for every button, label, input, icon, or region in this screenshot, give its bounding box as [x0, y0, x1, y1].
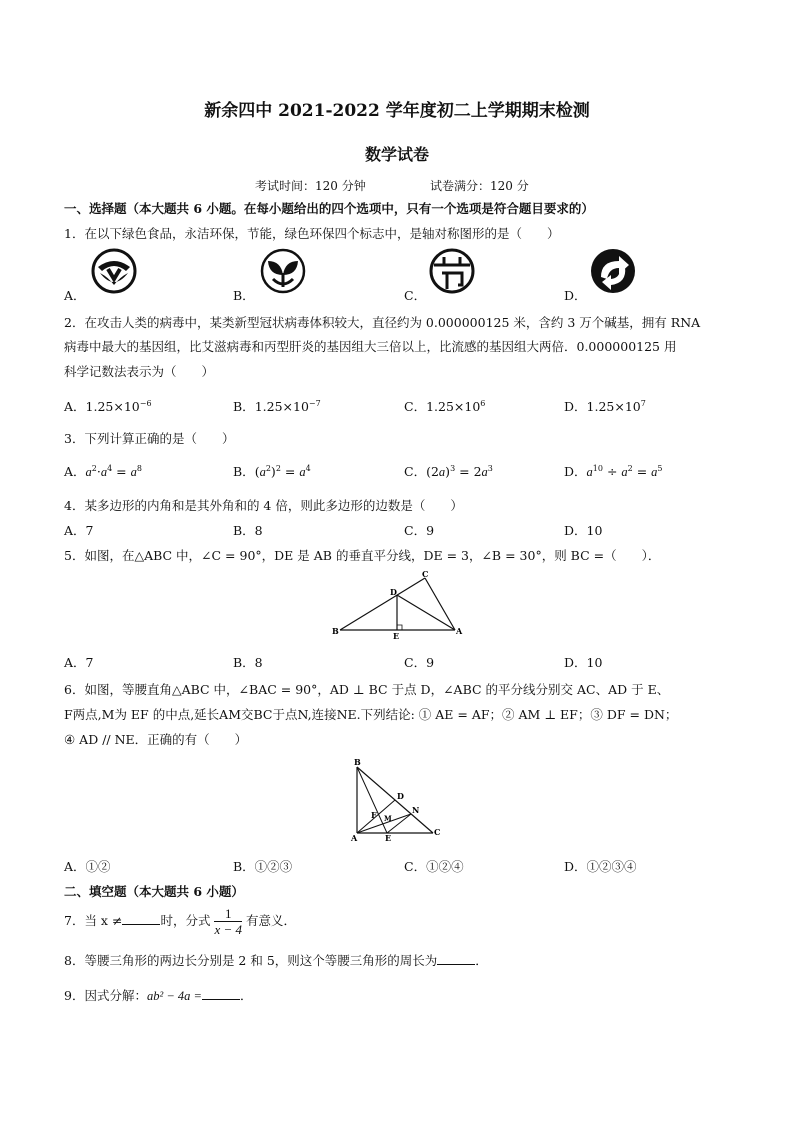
q5-triangle-figure: [330, 570, 465, 640]
question-8: 8．等腰三角形的两边长分别是 2 和 5，则这个等腰三角形的周长为 ．: [64, 953, 488, 968]
q5-label-c: C: [422, 570, 429, 579]
q5-option-b: B．8: [233, 655, 263, 670]
q3-option-a: A．$a^2\cdot a^4 = a^8$: [64, 463, 142, 479]
question-1: 1．在以下绿色食品，永洁环保，节能，绿色环保四个标志中，是轴对称图形的是（ ）: [64, 226, 560, 241]
q5-label-d: D: [390, 587, 397, 597]
question-3: 3．下列计算正确的是（ ）: [64, 431, 235, 446]
q3-option-b: B．$(a^2)^2 = a^4$: [233, 463, 311, 479]
section-title-fill: 二、填空题（本大题共 6 小题）: [64, 884, 244, 899]
q8-answer-blank[interactable]: [437, 952, 475, 965]
q6-label-n: N: [412, 805, 420, 815]
exam-subtitle: 数学试卷: [364, 145, 429, 164]
q5-label-a: A: [456, 626, 463, 636]
q1-option-c-label: C．: [404, 288, 427, 303]
q4-option-a: A．7: [64, 523, 94, 538]
question-9: 9．因式分解：ab² − 4a = ．: [64, 988, 253, 1003]
section-title-choice: 一、选择题（本大题共 6 小题。在每小题给出的四个选项中，只有一个选项是符合题目要求的）: [64, 201, 594, 216]
q6-label-d: D: [397, 791, 404, 801]
q6-option-a: A．①②: [64, 859, 111, 874]
q7-answer-blank[interactable]: [122, 912, 160, 925]
q2-option-d: D．$1.25\times 10^7$: [564, 398, 646, 414]
question-6-line-3: ④ AD // NE．正确的有（ ）: [64, 732, 248, 747]
question-6-line-2: F两点,M为 EF 的中点,延长AM交BC于点N,连接NE.下列结论: ① AE = AF；② AM ⊥ EF；③ DF = DN；: [64, 707, 678, 722]
q6-option-d: D．①②③④: [564, 859, 637, 874]
q5-label-b: B: [332, 626, 339, 636]
eco-leaf-logo-icon: [259, 247, 307, 295]
q2-option-c: C．$1.25\times 10^6$: [404, 398, 486, 414]
q1-option-d-label: D．: [564, 288, 587, 303]
question-2-line-2: 病毒中最大的基因组，比艾滋病毒和丙型肝炎的基因组大三倍以上，比流感的基因组大两倍．0.000000125 用: [64, 339, 677, 354]
q1-option-b-label: B．: [233, 288, 255, 303]
question-5: 5．如图，在△ABC 中，∠C = 90°，DE 是 AB 的垂直平分线，DE = 3，∠B = 30°，则 BC =（ ）．: [64, 548, 661, 563]
q5-option-d: D．10: [564, 655, 603, 670]
q6-label-c: C: [434, 827, 441, 837]
q4-option-c: C．9: [404, 523, 435, 538]
q6-label-b: B: [354, 757, 361, 767]
q1-option-a-label: A．: [64, 288, 86, 303]
question-6-line-1: 6．如图，等腰直角△ABC 中，∠BAC = 90°，AD ⊥ BC 于点 D，∠ABC 的平分线分别交 AC、AD 于 E、: [64, 682, 670, 697]
q4-option-b: B．8: [233, 523, 263, 538]
q2-option-b: B．$1.25\times 10^{-7}$: [233, 398, 321, 414]
question-4: 4．某多边形的内角和是其外角和的 4 倍，则此多边形的边数是（ ）: [64, 498, 463, 513]
green-food-logo-icon: [90, 247, 138, 295]
q6-triangle-figure: [345, 755, 445, 845]
q3-option-c: C．$(2a)^3 = 2a^3$: [404, 463, 493, 479]
q2-option-a: A．$1.25\times 10^{-6}$: [64, 398, 152, 414]
question-7: 7．当 x ≠ 时，分式 $\frac{1}{x - 4}$ 有意义．: [64, 906, 296, 937]
q5-label-e: E: [393, 631, 400, 640]
q6-option-b: B．①②③: [233, 859, 293, 874]
exam-time: 考试时间：120 分钟: [255, 179, 366, 193]
q7-fraction: $\frac{1}{x - 4}$: [214, 906, 242, 937]
q3-option-d: D．$a^{10} \div a^2 = a^5$: [564, 463, 663, 479]
recycle-arrow-logo-icon: [589, 247, 637, 295]
question-2-line-3: 科学记数法表示为（ ）: [64, 364, 215, 379]
q5-option-a: A．7: [64, 655, 94, 670]
q6-option-c: C．①②④: [404, 859, 464, 874]
q6-label-m: M: [384, 814, 392, 823]
exam-title: 新余四中 2021-2022 学年度初二上学期期末检测: [204, 101, 590, 121]
q6-label-a: A: [351, 833, 358, 843]
q6-label-e: E: [385, 833, 392, 843]
q6-label-f: F: [371, 810, 377, 820]
exam-score: 试卷满分：120 分: [430, 179, 529, 193]
energy-saving-logo-icon: [428, 247, 476, 295]
q4-option-d: D．10: [564, 523, 603, 538]
q9-answer-blank[interactable]: [202, 987, 240, 1000]
question-2-line-1: 2．在攻击人类的病毒中，某类新型冠状病毒体积较大，直径约为 0.000000125 米，含约 3 万个碱基，拥有 RNA: [64, 315, 701, 330]
q5-option-c: C．9: [404, 655, 435, 670]
